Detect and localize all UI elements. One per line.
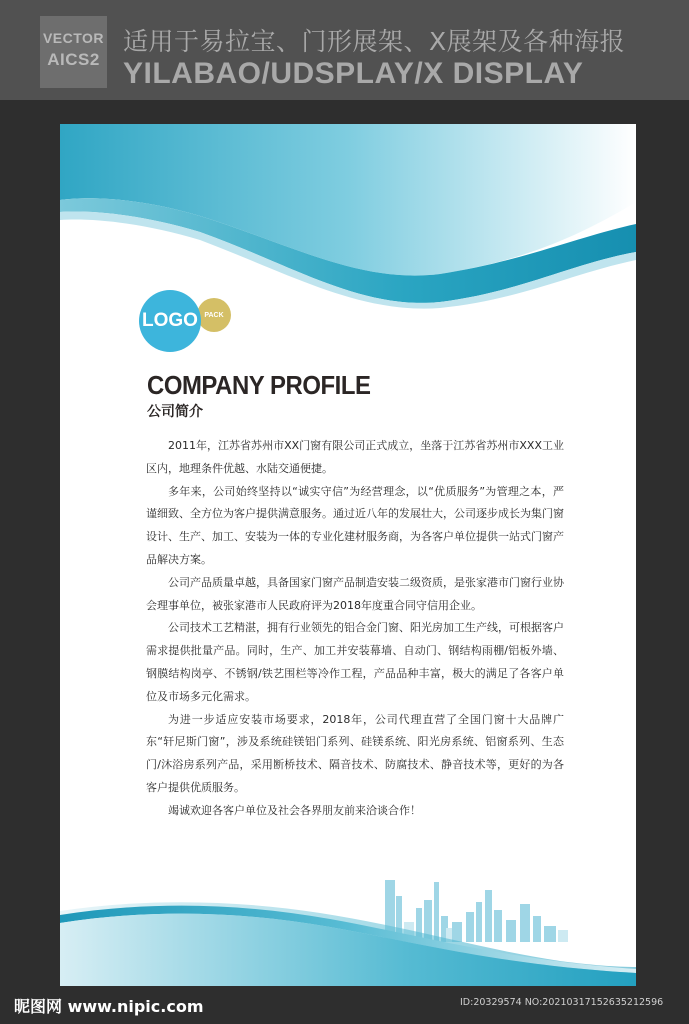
paragraph-2: 多年来，公司始终坚持以“诚实守信”为经营理念，以“优质服务”为管理之本，严谨细致、全方位为客户提供满意服务。通过近八年的发展壮大，公司逐步成长为集门窗设计、生产、加工、安装为一体的专业化建材服务商，为各客户单位提供一站式门窗产品解决方案。 bbox=[146, 484, 564, 566]
top-wave-decoration bbox=[60, 124, 636, 314]
page-title: COMPANY PROFILE bbox=[147, 370, 371, 400]
pack-badge: PACK bbox=[197, 298, 231, 332]
paragraph-3: 公司产品质量卓越，具备国家门窗产品制造安装二级资质，是张家港市门窗行业协会理事单位，被张家港市人民政府评为2018年度重合同守信用企业。 bbox=[146, 575, 564, 612]
banner-title-en: YILABAO/UDSPLAY/X DISPLAY bbox=[123, 57, 584, 90]
poster bbox=[60, 124, 636, 986]
vector-badge bbox=[40, 16, 107, 88]
top-banner bbox=[0, 0, 689, 100]
page-subtitle: 公司简介 bbox=[147, 404, 203, 420]
profile-body bbox=[146, 435, 564, 823]
banner-title-cn: 适用于易拉宝、门形展架、X展架及各种海报 bbox=[123, 27, 626, 56]
logo-badge: LOGO bbox=[139, 290, 201, 352]
bottom-wave-decoration bbox=[60, 869, 636, 986]
image-id-text: ID:20329574 NO:20210317152635212596 bbox=[460, 997, 664, 1008]
paragraph-6: 竭诚欢迎各客户单位及社会各界朋友前来洽谈合作！ bbox=[168, 803, 421, 817]
watermark-text: 昵图网 www.nipic.com bbox=[14, 997, 204, 1016]
paragraph-5: 为进一步适应安装市场要求，2018年，公司代理直营了全国门窗十大品牌广东“轩尼斯门窗”，涉及系统硅镁铝门系列、硅镁系统、阳光房系统、铝窗系列、生态门/沐浴房系列产品，采用断桥技术、隔音技术、防腐技术、静音技术等，更好的为各客户提供优质服务。 bbox=[146, 712, 564, 794]
badge-line2: AICS2 bbox=[47, 50, 100, 69]
badge-line1: VECTOR bbox=[42, 30, 105, 46]
paragraph-1: 2011年，江苏省苏州市XX门窗有限公司正式成立，坐落于江苏省苏州市XXX工业区内，地理条件优越、水陆交通便捷。 bbox=[146, 439, 564, 475]
paragraph-4: 公司技术工艺精湛，拥有行业领先的铝合金门窗、阳光房加工生产线，可根据客户需求提供批量产品。同时，生产、加工并安装幕墙、自动门、钢结构雨棚/铝板外墙、钢膜结构岗亭、不锈钢/铁艺围栏等冷作工程，产品品种丰富，极大的满足了各客户单位及市场多元化需求。 bbox=[146, 621, 564, 703]
